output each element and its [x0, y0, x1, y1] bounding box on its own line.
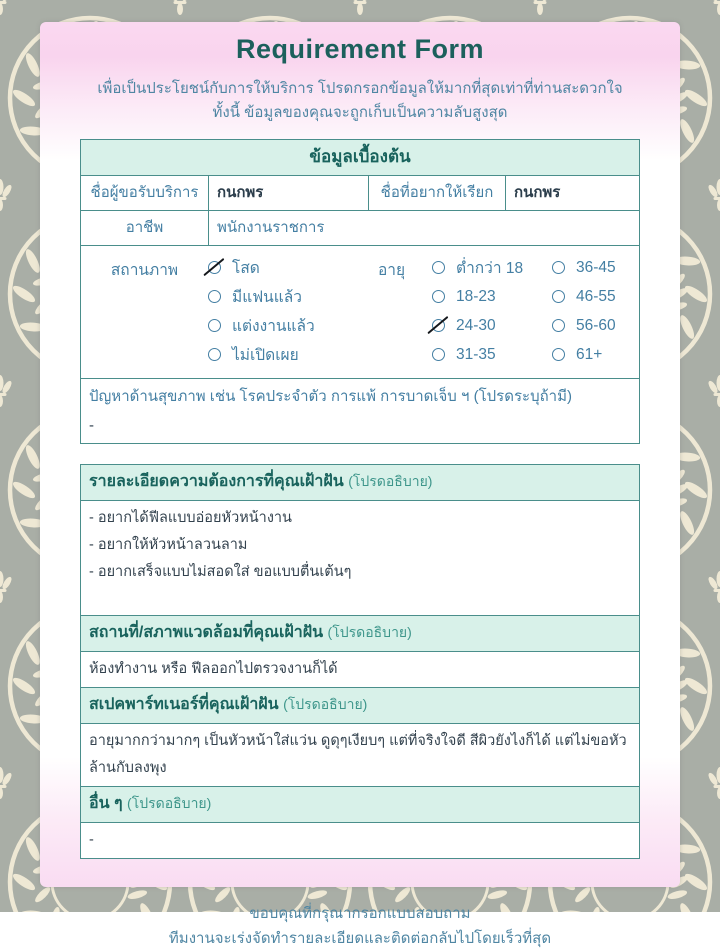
section-header — [80, 615, 640, 652]
section-hint: (โปรดอธิบาย) — [283, 696, 368, 712]
dream-place-field[interactable] — [80, 652, 640, 688]
health-row — [81, 378, 639, 443]
answer-line: - อยากได้ฟีลแบบอ่อยหัวหน้างาน — [89, 510, 292, 526]
radio-icon[interactable] — [552, 261, 565, 274]
status-option-single[interactable] — [208, 253, 378, 282]
radio-icon[interactable] — [432, 261, 445, 274]
age-option-46-55[interactable] — [552, 282, 639, 311]
radio-icon[interactable] — [208, 261, 221, 274]
option-label: 31-35 — [456, 345, 496, 363]
section-title: อื่น ๆ — [89, 795, 123, 812]
footer-line-2: ทีมงานจะเร่งจัดทำรายละเอียดและติดต่อกลับไปโดยเร็วที่สุด — [168, 930, 552, 947]
section-dream-place — [80, 615, 640, 688]
nickname-label: ชื่อที่อยากให้เรียก — [368, 176, 505, 210]
radio-icon[interactable] — [432, 290, 445, 303]
status-label: สถานภาพ — [110, 262, 179, 279]
answer-line: - อยากเสร็จแบบไม่สอดใส่ ขอแบบตื่นเต้นๆ — [89, 564, 352, 580]
radio-icon[interactable] — [552, 319, 565, 332]
option-label: 18-23 — [456, 287, 496, 305]
intro-text — [40, 77, 680, 125]
option-label: 61+ — [576, 345, 603, 363]
option-label: 36-45 — [576, 258, 616, 276]
other-field[interactable] — [80, 823, 640, 859]
option-label: 46-55 — [576, 287, 616, 305]
radio-icon[interactable] — [552, 348, 565, 361]
age-options-col1 — [432, 253, 552, 369]
name-row — [81, 175, 639, 210]
age-option-36-45[interactable] — [552, 253, 639, 282]
page-title: Requirement Form — [235, 34, 485, 64]
intro-line-1: เพื่อเป็นประโยชน์กับการให้บริการ โปรดกรอกข้อมูลให้มากที่สุดเท่าที่ท่านสะดวกใจ — [97, 80, 623, 97]
footer-line-1: ขอบคุณที่กรุณากรอกแบบสอบถาม — [249, 905, 471, 922]
option-label: ต่ำกว่า 18 — [456, 260, 524, 277]
radio-icon[interactable] — [208, 290, 221, 303]
radio-icon[interactable] — [432, 319, 445, 332]
age-option-31-35[interactable] — [432, 340, 552, 369]
status-option-partner[interactable] — [208, 282, 378, 311]
status-age-row — [81, 245, 639, 378]
occupation-label: อาชีพ — [125, 219, 164, 236]
name-label: ชื่อผู้ขอรับบริการ — [90, 184, 199, 201]
form-card — [40, 22, 680, 947]
status-option-married[interactable] — [208, 311, 378, 340]
answer-line: - อยากให้หัวหน้าลวนลาม — [89, 537, 248, 553]
option-label: โสด — [232, 260, 260, 277]
section-dream-details — [80, 464, 640, 616]
answer-line: - — [89, 832, 94, 848]
section-title: รายละเอียดความต้องการที่คุณเฝ้าฝัน — [89, 473, 344, 490]
status-options — [208, 253, 378, 369]
basic-info-table — [80, 139, 640, 444]
section-hint: (โปรดอธิบาย) — [327, 624, 412, 640]
age-label: อายุ — [378, 262, 406, 279]
intro-line-2: ทั้งนี้ ข้อมูลของคุณจะถูกเก็บเป็นความลับสูงสุด — [212, 104, 508, 121]
occupation-field[interactable]: พนักงานราชการ — [208, 211, 639, 245]
dream-details-field[interactable] — [80, 501, 640, 616]
answer-line: อายุมากกว่ามากๆ เป็นหัวหน้าใส่แว่น ดูดุๆเงียบๆ แต่ที่จริงใจดี สีผิวยังไงก็ได้ แต่ไม่ขอหัวล้านกับลงพุง — [89, 733, 627, 776]
age-option-56-60[interactable] — [552, 311, 639, 340]
status-option-undisclosed[interactable] — [208, 340, 378, 369]
option-label: ไม่เปิดเผย — [232, 347, 299, 364]
age-options-col2 — [552, 253, 639, 369]
section-header — [80, 464, 640, 501]
section-other — [80, 786, 640, 859]
health-field[interactable]: - — [89, 417, 94, 434]
section-hint: (โปรดอธิบาย) — [127, 795, 212, 811]
section-partner-spec — [80, 687, 640, 787]
basic-info-header: ข้อมูลเบื้องต้น — [81, 140, 639, 175]
partner-spec-field[interactable] — [80, 724, 640, 787]
name-field[interactable]: กนกพร — [208, 176, 368, 210]
age-option-18-23[interactable] — [432, 282, 552, 311]
option-label: มีแฟนแล้ว — [232, 289, 302, 306]
section-title: สเปคพาร์ทเนอร์ที่คุณเฝ้าฝัน — [89, 696, 279, 713]
option-label: แต่งงานแล้ว — [232, 318, 315, 335]
radio-icon[interactable] — [208, 319, 221, 332]
section-header — [80, 786, 640, 823]
option-label: 24-30 — [456, 316, 496, 334]
occupation-row — [81, 210, 639, 245]
section-header — [80, 687, 640, 724]
section-hint: (โปรดอธิบาย) — [348, 473, 433, 489]
health-label: ปัญหาด้านสุขภาพ เช่น โรคประจำตัว การแพ้ การบาดเจ็บ ฯ (โปรดระบุถ้ามี) — [89, 388, 572, 405]
nickname-field[interactable]: กนกพร — [505, 176, 639, 210]
age-option-61plus[interactable] — [552, 340, 639, 369]
option-label: 56-60 — [576, 316, 616, 334]
age-option-24-30[interactable] — [432, 311, 552, 340]
age-option-under18[interactable] — [432, 253, 552, 282]
footer-note — [80, 901, 640, 951]
radio-icon[interactable] — [432, 348, 445, 361]
radio-icon[interactable] — [208, 348, 221, 361]
radio-icon[interactable] — [552, 290, 565, 303]
answer-line: ห้องทำงาน หรือ ฟีลออกไปตรวจงานก็ได้ — [89, 661, 338, 677]
section-title: สถานที่/สภาพแวดล้อมที่คุณเฝ้าฝัน — [89, 624, 324, 641]
